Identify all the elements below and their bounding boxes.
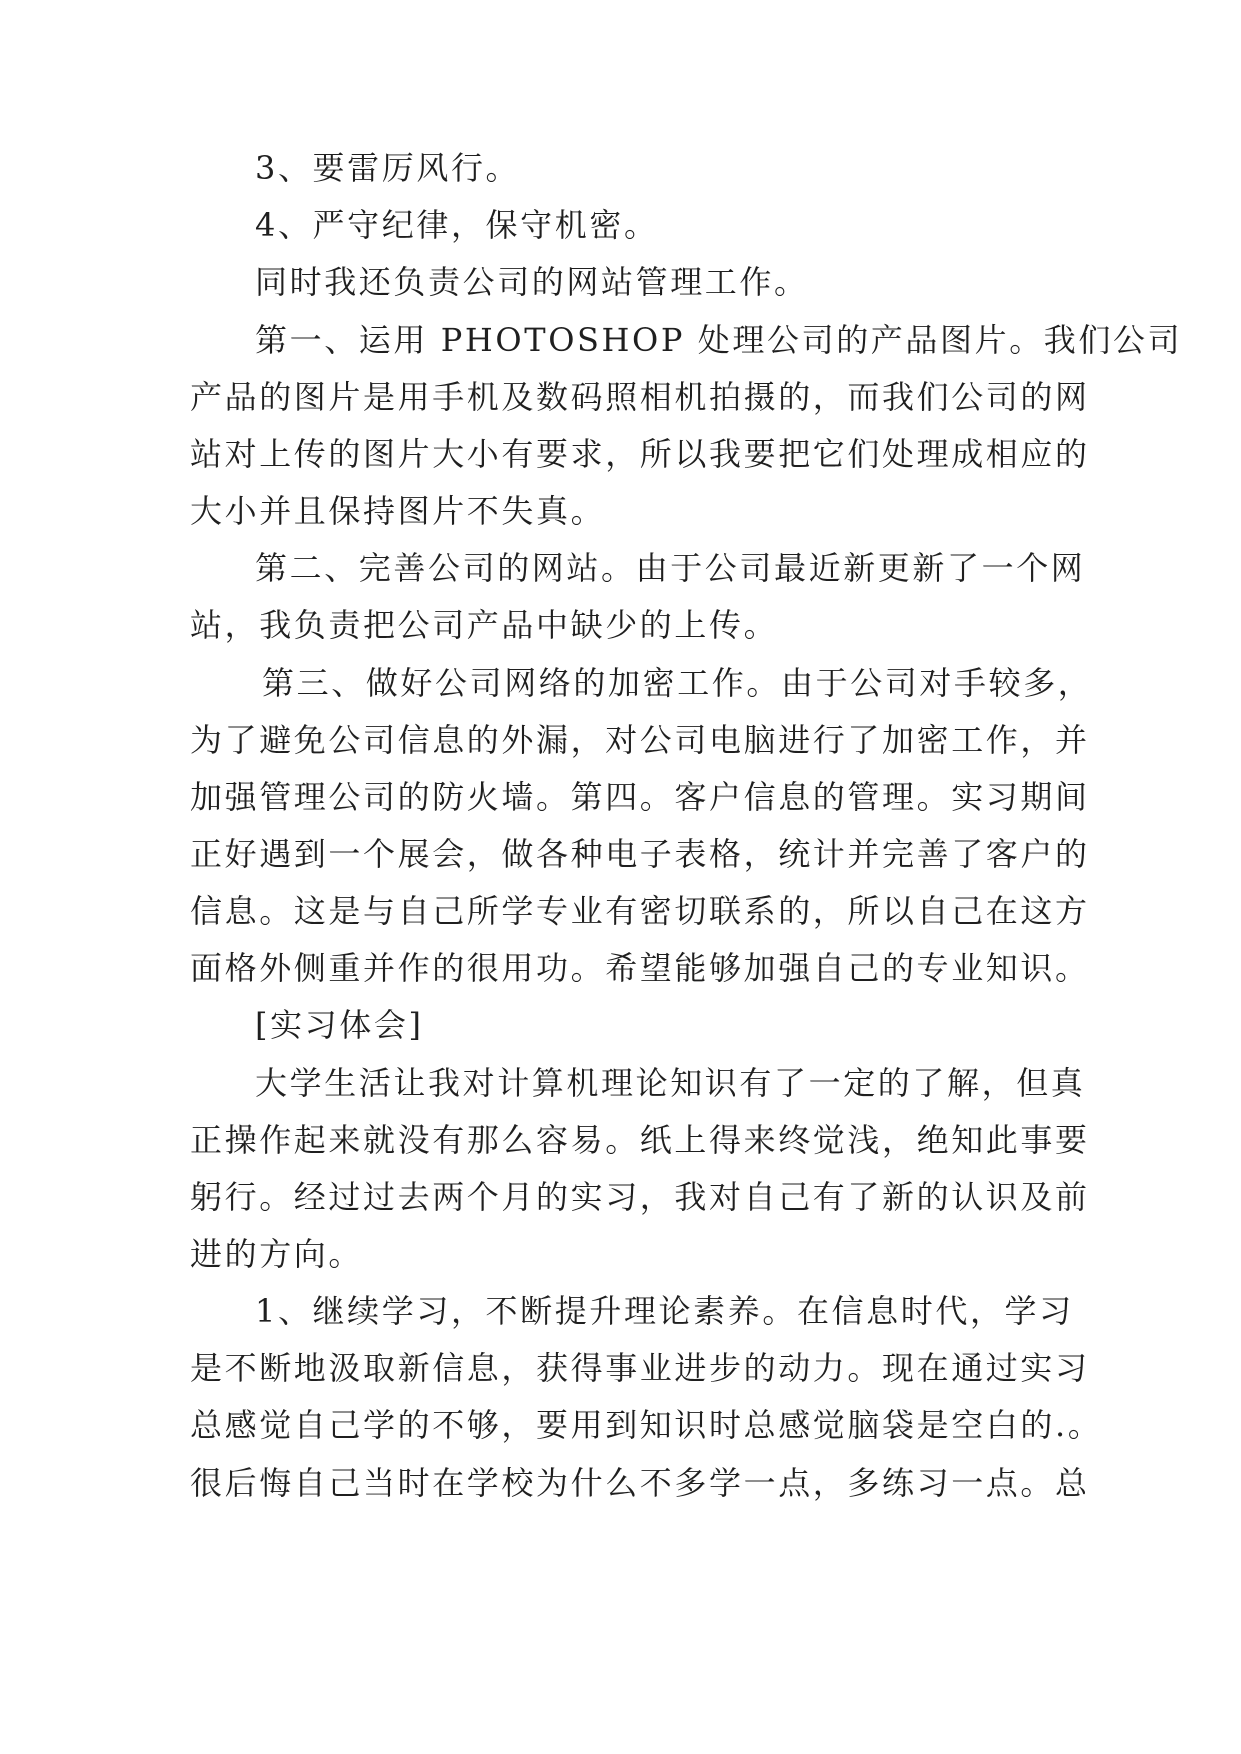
paragraph-line: 产品的图片是用手机及数码照相机拍摄的，而我们公司的网: [190, 378, 1090, 416]
paragraph-line: 3、要雷厉风行。: [255, 149, 521, 187]
paragraph-line: 很后悔自己当时在学校为什么不多学一点，多练习一点。总: [190, 1464, 1090, 1502]
paragraph-line: 4、严守纪律，保守机密。: [255, 206, 659, 244]
paragraph-line: 躬行。经过过去两个月的实习，我对自己有了新的认识及前: [190, 1178, 1090, 1216]
paragraph-line: 大小并且保持图片不失真。: [190, 492, 606, 530]
paragraph-line: 加强管理公司的防火墙。第四。客户信息的管理。实习期间: [190, 778, 1090, 816]
paragraph-line: 1、继续学习，不断提升理论素养。在信息时代，学习: [255, 1292, 1074, 1330]
section-heading: [实习体会]: [255, 1006, 424, 1044]
paragraph-line: 总感觉自己学的不够，要用到知识时总感觉脑袋是空白的.。: [190, 1406, 1103, 1444]
paragraph-line: 第一、运用 PHOTOSHOP 处理公司的产品图片。我们公司: [255, 321, 1183, 359]
paragraph-line: 站，我负责把公司产品中缺少的上传。: [190, 606, 779, 644]
paragraph-line: 正操作起来就没有那么容易。纸上得来终觉浅，绝知此事要: [190, 1121, 1090, 1159]
paragraph-line: 同时我还负责公司的网站管理工作。: [255, 263, 809, 301]
paragraph-line: 为了避免公司信息的外漏，对公司电脑进行了加密工作，并: [190, 721, 1090, 759]
paragraph-line: 站对上传的图片大小有要求，所以我要把它们处理成相应的: [190, 435, 1090, 473]
paragraph-line: 信息。这是与自己所学专业有密切联系的，所以自己在这方: [190, 892, 1090, 930]
paragraph-line: 第三、做好公司网络的加密工作。由于公司对手较多，: [262, 664, 1093, 702]
paragraph-line: 是不断地汲取新信息，获得事业进步的动力。现在通过实习: [190, 1349, 1090, 1387]
paragraph-line: 大学生活让我对计算机理论知识有了一定的了解，但真: [255, 1064, 1086, 1102]
paragraph-line: 进的方向。: [190, 1235, 364, 1273]
paragraph-line: 第二、完善公司的网站。由于公司最近新更新了一个网: [255, 549, 1086, 587]
paragraph-line: 正好遇到一个展会，做各种电子表格，统计并完善了客户的: [190, 835, 1090, 873]
paragraph-line: 面格外侧重并作的很用功。希望能够加强自己的专业知识。: [190, 949, 1090, 987]
